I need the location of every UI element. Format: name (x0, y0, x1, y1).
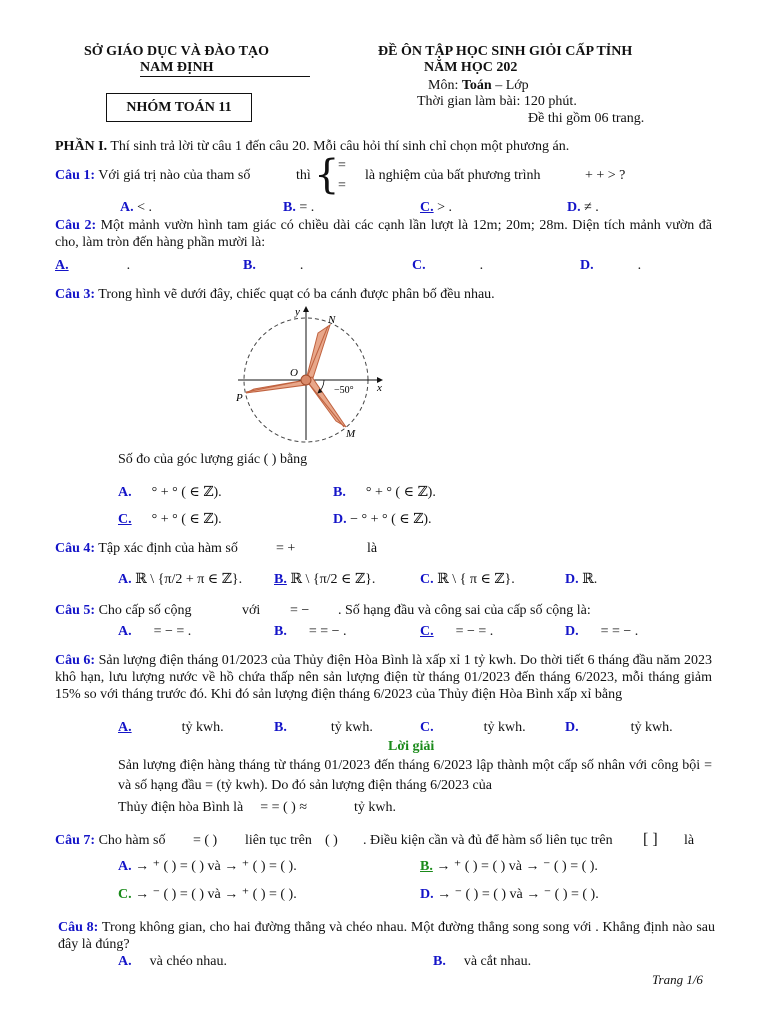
label-o: O (290, 367, 298, 379)
q3-option-a-letter: A. (118, 485, 132, 500)
question-5 (55, 603, 192, 619)
q2-option-b (243, 258, 303, 274)
q2-option-b-letter: B. (243, 258, 256, 273)
question-8 (58, 919, 715, 953)
q8-option-b-value: và cắt nhau. (463, 954, 532, 969)
q1-option-a (120, 200, 152, 216)
q6-option-c (420, 720, 526, 736)
question-7-paren: ( ) (325, 833, 338, 848)
q7-option-d (420, 886, 599, 903)
q6-option-b-value: tỷ kwh. (330, 720, 373, 735)
page-number: Trang 1/6 (652, 972, 703, 987)
group-box-label: NHÓM TOÁN 11 (126, 100, 232, 115)
question-4-text-b: là (367, 541, 378, 556)
q4-option-c-value: ℝ \ { π ∈ ℤ}. (437, 572, 515, 587)
q3-option-b-letter: B. (333, 485, 346, 500)
department-name: SỞ GIÁO DỤC VÀ ĐÀO TẠO (84, 44, 270, 59)
question-1-text-a: Với giá trị nào của tham số (95, 168, 251, 183)
question-7-expr: = ( ) (193, 833, 218, 848)
part1-label: PHẦN I. (55, 139, 108, 154)
q2-option-c (412, 258, 483, 274)
question-8-text: Trong không gian, cho hai đường thẳng và chéo nhau. Một đường thẳng song song với . Khẳng định nào sau đây là đúng? (58, 920, 715, 952)
q6-option-b-letter: B. (274, 720, 287, 735)
q1-option-a-value: < . (137, 200, 153, 215)
question-5-text-a: Cho cấp số cộng (95, 603, 192, 618)
question-3-prompt-prefix: Số đo của góc lượng giác (118, 452, 261, 467)
q6-option-a (118, 720, 224, 736)
q1-option-b-value: = . (299, 200, 315, 215)
subject-line (428, 78, 529, 94)
q4-option-c-letter: C. (420, 572, 434, 587)
question-3-prompt (118, 452, 307, 468)
fan-figure (232, 303, 394, 443)
part1-instruction: Thí sinh trả lời từ câu 1 đến câu 20. Mỗi câu hỏi thí sinh chỉ chọn một phương án. (107, 139, 570, 154)
q1-option-d-value: ≠ . (584, 200, 599, 215)
question-7-bracket: [ ] (643, 831, 658, 848)
q3-option-c (118, 511, 222, 528)
q6-option-b (274, 720, 373, 736)
department-city: NAM ĐỊNH (140, 60, 214, 75)
q4-option-a-letter: A. (118, 572, 132, 587)
q3-option-c-value: ° + ° ( ∈ ℤ). (151, 512, 222, 527)
q8-option-b (433, 954, 531, 970)
q7-option-a (118, 858, 297, 875)
exam-time: Thời gian làm bài: 120 phút. (417, 94, 577, 109)
q5-option-b-value: = = − . (308, 624, 347, 639)
solution-last-expr: = = ( ) ≈ (260, 800, 308, 815)
q2-option-c-letter: C. (412, 258, 426, 273)
q1-option-c-value: > . (437, 200, 453, 215)
q4-option-a-value: ℝ \ {π/2 + π ∈ ℤ}. (135, 572, 243, 587)
q8-option-b-letter: B. (433, 954, 446, 969)
q5-option-b (274, 624, 347, 640)
question-2-number: Câu 2: (55, 218, 97, 233)
q7-option-a-letter: A. (118, 859, 132, 874)
solution-text: Sản lượng điện hàng tháng từ tháng 01/2023 đến tháng 6/2023 lập thành một cấp số nhân với công bội = và số hạng đầu = (tỷ kwh). Do đó sản lượng điện tháng 6/2023 của (118, 758, 712, 793)
question-8-number: Câu 8: (58, 920, 99, 935)
q8-option-a-value: và chéo nhau. (149, 954, 227, 969)
question-7-text-a: Cho hàm số (95, 833, 166, 848)
q3-option-d-letter: D. (333, 512, 347, 527)
solution-last-line (118, 800, 396, 816)
question-7-text-b: liên tục trên (245, 833, 312, 848)
question-1-number: Câu 1: (55, 168, 96, 183)
q5-option-c (420, 624, 493, 640)
q5-option-c-value: = − = . (455, 624, 494, 639)
q8-option-a (118, 954, 227, 970)
q6-option-d (565, 720, 673, 736)
q2-option-b-value: . (299, 258, 304, 273)
q6-option-c-letter: C. (420, 720, 434, 735)
q6-option-c-value: tỷ kwh. (483, 720, 526, 735)
question-3-number: Câu 3: (55, 287, 96, 302)
part1-heading (55, 139, 569, 155)
q3-option-a-value: ° + ° ( ∈ ℤ). (151, 485, 222, 500)
exam-title: ĐỀ ÔN TẬP HỌC SINH GIỎI CẤP TỈNH (378, 44, 633, 59)
q5-option-c-letter: C. (420, 624, 434, 639)
question-1-text-b: thì (296, 168, 311, 183)
question-1-text-c: là nghiệm của bất phương trình (365, 168, 541, 183)
q7-option-d-value: → ⁻ ( ) = ( ) và → ⁻ ( ) = ( ). (437, 887, 599, 902)
question-6-text: Sản lượng điện tháng 01/2023 của Thủy điện Hòa Bình là xấp xỉ 1 tỷ kwh. Do thời tiết 6 tháng đầu năm 2023 khô hạn, lưu lượng nước về hồ chứa thấp nên sản lượng điện từ tháng 01/2023 đến tháng 6/2023, mỗi tháng giảm 15% so với tháng trước đó. Khi đó sản lượng điện tháng 6/2023 của Thủy điện Hòa Bình xấp xỉ bằng (55, 653, 712, 702)
q7-option-c (118, 886, 297, 903)
question-4-text: Tập xác định của hàm số (95, 541, 238, 556)
q1-option-c (420, 200, 452, 216)
system-brace: { (314, 152, 340, 198)
q5-option-a (118, 624, 191, 640)
q1-option-d (567, 200, 599, 216)
q5-option-d (565, 624, 638, 640)
q4-option-b-letter: B. (274, 572, 287, 587)
q4-option-b (274, 571, 375, 588)
question-3-text: Trong hình vẽ dưới đây, chiếc quạt có ba cánh được phân bố đều nhau. (95, 287, 495, 302)
school-year: NĂM HỌC 202 (424, 60, 518, 75)
question-4-number: Câu 4: (55, 541, 96, 556)
label-x: x (377, 382, 382, 394)
question-4-expr: = + (276, 541, 296, 556)
q7-option-c-value: → ⁻ ( ) = ( ) và → ⁺ ( ) = ( ). (135, 887, 297, 902)
question-5-expr: = − (290, 603, 310, 618)
question-2 (55, 217, 712, 251)
question-7 (55, 833, 165, 849)
question-6 (55, 652, 712, 703)
q5-option-d-letter: D. (565, 624, 579, 639)
q2-option-c-value: . (479, 258, 484, 273)
label-y: y (295, 306, 300, 318)
q2-option-a-letter: A. (55, 258, 69, 273)
q2-option-a-value: . (126, 258, 131, 273)
q2-option-a (55, 258, 130, 274)
q6-option-d-letter: D. (565, 720, 579, 735)
label-n: N (328, 314, 336, 326)
subject-name: Toán (461, 78, 492, 93)
label-m: M (346, 428, 356, 440)
question-4 (55, 541, 238, 557)
q4-option-b-value: ℝ \ {π/2 ∈ ℤ}. (290, 572, 376, 587)
question-3 (55, 287, 495, 303)
blade-n (306, 325, 330, 381)
question-5-number: Câu 5: (55, 603, 96, 618)
q7-option-b-letter: B. (420, 859, 433, 874)
question-1 (55, 168, 250, 184)
question-2-text: Một mảnh vườn hình tam giác có chiều dài các cạnh lần lượt là 12m; 20m; 28m. Diện tích mảnh vườn đã cho, làm tròn đến hàng phần mười là: (55, 218, 712, 250)
q3-option-c-letter: C. (118, 512, 132, 527)
q5-option-b-letter: B. (274, 624, 287, 639)
q2-option-d-letter: D. (580, 258, 594, 273)
q6-option-d-value: tỷ kwh. (630, 720, 673, 735)
q4-option-d-value: ℝ. (582, 572, 598, 587)
q3-option-a (118, 484, 222, 501)
q1-option-a-letter: A. (120, 200, 134, 215)
question-3-prompt-paren: ( ) (263, 452, 277, 467)
fan-hub (301, 375, 311, 385)
q6-option-a-letter: A. (118, 720, 132, 735)
question-7-number: Câu 7: (55, 833, 96, 848)
question-5-text-c: . Số hạng đầu và công sai của cấp số cộng là: (338, 603, 591, 618)
q7-option-c-letter: C. (118, 887, 132, 902)
q6-option-a-value: tỷ kwh. (181, 720, 224, 735)
q1-option-b (283, 200, 314, 216)
q3-option-d (333, 511, 432, 528)
system-eq-top: = (338, 158, 346, 173)
solution-last-suffix: tỷ kwh. (354, 800, 397, 815)
system-eq-bottom: = (338, 178, 346, 193)
q4-option-d (565, 571, 597, 588)
angle-label: −50° (334, 385, 354, 396)
group-box (106, 93, 252, 122)
q1-option-d-letter: D. (567, 200, 581, 215)
subject-suffix: – Lớp (491, 78, 529, 93)
q7-option-b (420, 858, 598, 875)
q2-option-d (580, 258, 641, 274)
solution-last-prefix: Thủy điện hòa Bình là (118, 800, 244, 815)
q1-option-b-letter: B. (283, 200, 296, 215)
q7-option-b-value: → ⁺ ( ) = ( ) và → ⁻ ( ) = ( ). (436, 859, 598, 874)
subject-prefix: Môn: (428, 78, 462, 93)
q1-option-c-letter: C. (420, 200, 434, 215)
question-1-inequality: + + > ? (585, 168, 626, 183)
q3-option-b (333, 484, 436, 501)
q5-option-a-value: = − = . (153, 624, 192, 639)
q3-option-b-value: ° + ° ( ∈ ℤ). (365, 485, 436, 500)
q4-option-a (118, 571, 242, 588)
q2-option-d-value: . (637, 258, 642, 273)
page-count: Đề thi gồm 06 trang. (528, 111, 645, 126)
question-7-text-c: . Điều kiện cần và đủ để hàm số liên tục trên (363, 833, 613, 848)
question-6-number: Câu 6: (55, 653, 96, 668)
question-7-text-d: là (684, 833, 695, 848)
solution-title: Lời giải (388, 739, 435, 754)
question-3-prompt-suffix: bằng (279, 452, 308, 467)
label-p: P (236, 392, 243, 404)
q4-option-c (420, 571, 515, 588)
q7-option-d-letter: D. (420, 887, 434, 902)
header-rule (140, 76, 310, 77)
q4-option-d-letter: D. (565, 572, 579, 587)
q5-option-d-value: = = − . (600, 624, 639, 639)
q5-option-a-letter: A. (118, 624, 132, 639)
question-5-text-b: với (242, 603, 261, 618)
q8-option-a-letter: A. (118, 954, 132, 969)
q3-option-d-value: − ° + ° ( ∈ ℤ). (350, 512, 432, 527)
q7-option-a-value: → ⁺ ( ) = ( ) và → ⁺ ( ) = ( ). (135, 859, 297, 874)
